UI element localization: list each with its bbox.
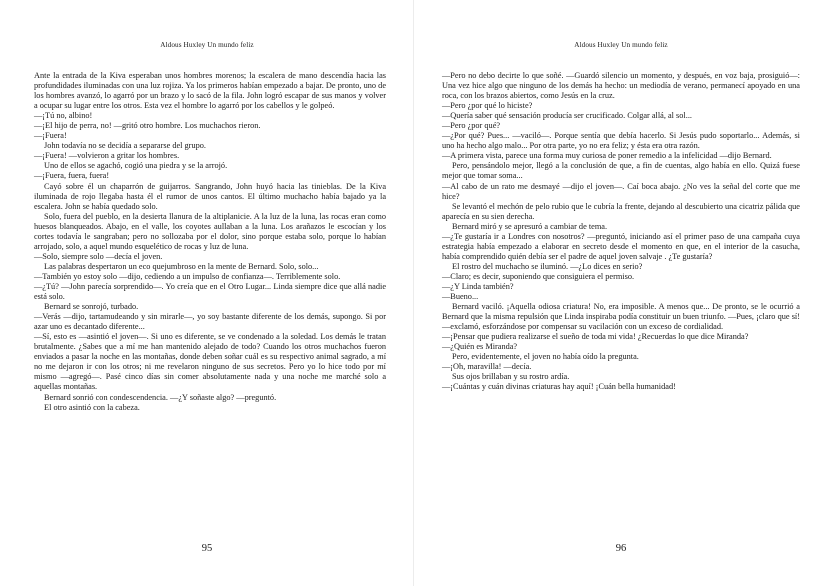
- paragraph: —Pero ¿por qué?: [442, 121, 501, 131]
- page-number: 96: [615, 543, 627, 554]
- right-page: [414, 0, 828, 586]
- paragraph: —¿Y Linda también?: [442, 281, 514, 291]
- paragraph: —¡Tú no, albino!: [34, 111, 93, 121]
- paragraph: —Pero no debo decirte lo que soñé. —Guardó silencio un momento, y después, en voz baja, prosiguió—: Una vez hice algo que ninguno de los demás ha hecho: un mediodía de verano, permanecí apoyado en una roca, con los brazos abiertos, como Jesús en la cruz.: [442, 71, 800, 101]
- paragraph: —A primera vista, parece una forma muy curiosa de poner remedio a la infelicidad —dijo Bernard.: [442, 151, 772, 161]
- paragraph: —Pero ¿por qué lo hiciste?: [442, 101, 533, 111]
- paragraph: —¡El hijo de perra, no! —gritó otro hombre. Los muchachos rieron.: [34, 121, 261, 131]
- paragraph: Sus ojos brillaban y su rostro ardía.: [452, 372, 570, 382]
- paragraph: —¿Te gustaría ir a Londres con nosotros? —preguntó, iniciando así el primer paso de una campaña cuya estrategia había empezado a elaborar en secreto desde el momento en que, en el interior de la casucha, había comprendido quién debía ser el padre de aquel joven salvaje . ¿Te gustaría?: [442, 231, 800, 261]
- paragraph: —¿Por qué? Pues... —vaciló—. Porque sentía que debía hacerlo. Si Jesús pudo soportarlo... Además, si uno ha hecho algo malo... Por otra parte, yo no era feliz; y ésta era otra razón.: [442, 131, 800, 151]
- paragraph: —¡Pensar que pudiera realizarse el sueño de toda mi vida! ¿Recuerdas lo que dice Miranda?: [442, 332, 749, 342]
- paragraph: Se levantó el mechón de pelo rubio que le cubría la frente, dejando al descubierto una cicatriz pálida que aparecía en su sien derecha.: [442, 201, 800, 221]
- paragraph: El rostro del muchacho se iluminó. —¿Lo dices en serio?: [452, 261, 643, 271]
- page-number: 95: [201, 543, 213, 554]
- paragraph: —Al cabo de un rato me desmayé —dijo el joven—. Caí boca abajo. ¿No ves la señal del corte que me hice?: [442, 181, 800, 201]
- paragraph: —Claro; es decir, suponiendo que consiguiera el permiso.: [442, 271, 635, 281]
- paragraph: Bernard sonrió con condescendencia. —¿Y soñaste algo? —preguntó.: [44, 392, 277, 402]
- paragraph: Ante la entrada de la Kiva esperaban unos hombres morenos; la escalera de mano descendía hacia las profundidades iluminadas con una luz rojiza. Ya los primeros habían empezado a bajar. De pronto, uno de los hombres avanzó, lo agarró por un brazo y lo sacó de la fila. John logró escapar de sus manos y volver a ocupar su lugar entre los otros. Esta vez el hombre lo agarró por los cabellos y le golpeó.: [34, 71, 386, 111]
- paragraph: —¡Cuántas y cuán divinas criaturas hay aquí! ¡Cuán bella humanidad!: [442, 382, 676, 392]
- paragraph: Bernard vaciló. ¡Aquella odiosa criatura! No, era imposible. A menos que... De pronto, se le ocurrió a Bernard que la misma repulsión que Linda inspiraba podía constituir un buen triunfo. —Pues, ¡claro que sí! —exclamó, esforzándose por compensar su vacilación con un exceso de cordialidad.: [442, 302, 800, 332]
- page-body: [442, 71, 800, 393]
- paragraph: —¿Tú? —John parecía sorprendido—. Yo creía que en el Otro Lugar... Linda siempre dice que allá nadie está solo.: [34, 281, 386, 302]
- page-header: Aldous Huxley Un mundo feliz: [160, 41, 254, 49]
- paragraph: Pero, evidentemente, el joven no había oído la pregunta.: [452, 352, 639, 362]
- paragraph: John todavía no se decidía a separarse del grupo.: [44, 141, 206, 151]
- paragraph: —Sí, esto es —asintió el joven—. Si uno es diferente, se ve condenado a la soledad. Los demás le tratan brutalmente. ¿Sabes que a mí me han mantenido alejado de todo? Cuando los otros muchachos fueron enviados a pasar la noche en las montañas, donde deben soñar cuál es su respectivo animal sagrado, a mí no me dejaron ir con los otros; ni me revelaron ninguno de sus secretos. Pero yo lo hice todo por mí mismo —agregó—. Pasé cinco días sin comer absolutamente nada y una noche me marché solo a aquellas montañas.: [34, 332, 386, 392]
- paragraph: —Quería saber qué sensación producía ser crucificado. Colgar allá, al sol...: [442, 111, 692, 121]
- paragraph: Pero, pensándolo mejor, llegó a la conclusión de que, a fin de cuentas, algo había en ello. Quizá fuese mejor que tomar soma...: [442, 161, 800, 181]
- paragraph: —¡Fuera!: [34, 131, 67, 141]
- paragraph: —Bueno...: [442, 292, 479, 302]
- page-header: Aldous Huxley Un mundo feliz: [574, 41, 668, 49]
- paragraph: —¡Fuera, fuera, fuera!: [34, 171, 110, 181]
- paragraph: Bernard miró y se apresuró a cambiar de tema.: [452, 221, 608, 231]
- paragraph: —Verás —dijo, tartamudeando y sin mirarle—, yo soy bastante diferente de los demás, supongo. Si por azar uno es decantado diferente...: [34, 312, 386, 332]
- paragraph: Las palabras despertaron un eco quejumbroso en la mente de Bernard. Solo, solo...: [44, 261, 319, 271]
- paragraph: —¿Quién es Miranda?: [442, 342, 518, 352]
- paragraph: —¡Oh, maravilla! —decía.: [442, 362, 532, 372]
- paragraph: El otro asintió con la cabeza.: [44, 402, 140, 412]
- paragraph: —Solo, siempre solo —decía el joven.: [34, 251, 163, 261]
- paragraph: Uno de ellos se agachó, cogió una piedra y se la arrojó.: [44, 161, 228, 171]
- paragraph: —También yo estoy solo —dijo, cediendo a un impulso de confianza—. Terriblemente solo.: [34, 271, 341, 281]
- paragraph: Solo, fuera del pueblo, en la desierta llanura de la altiplanicie. A la luz de la luna, las rocas eran como huesos blanqueados. Abajo, en el valle, los coyotes aullaban a la luna. Los arañazos le escocían y los cortes todavía le sangraban; pero no sollozaba por el dolor, sino porque estaba solo, porque lo habían arrojado, solo, a aquel mundo esquelético de rocas y luz de luna.: [34, 211, 386, 251]
- paragraph: Bernard se sonrojó, turbado.: [44, 302, 139, 312]
- page-body: [34, 71, 386, 413]
- paragraph: Cayó sobre él un chaparrón de guijarros. Sangrando, John huyó hacia las tinieblas. De la Kiva iluminada de rojo llegaba hasta él el rumor de unos cantos. El último muchacho había bajado ya la escalera. John se había quedado solo.: [34, 181, 386, 211]
- paragraph: —¡Fuera! —volvieron a gritar los hombres.: [34, 151, 180, 161]
